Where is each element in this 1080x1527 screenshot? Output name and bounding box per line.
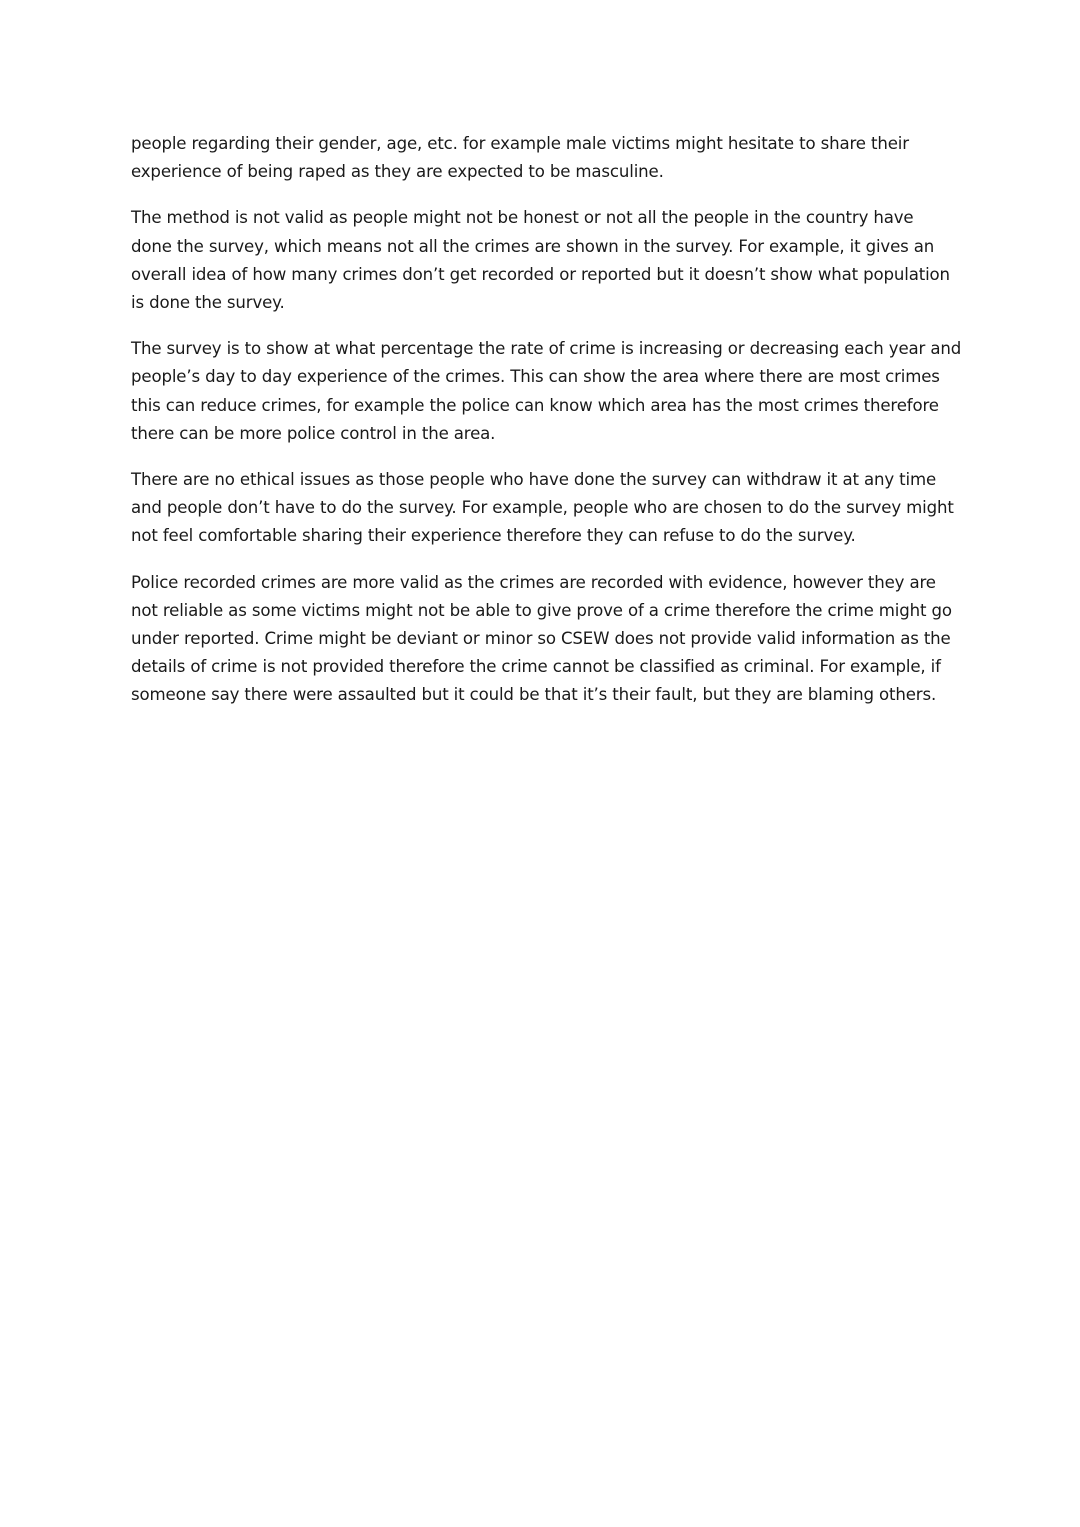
paragraph-gender-age (131, 130, 961, 186)
text-line: Police recorded crimes are more valid as the crimes are recorded with evidence, however they are (131, 572, 936, 592)
text-line: not feel comfortable sharing their experience therefore they can refuse to do the survey. (131, 526, 856, 546)
text-line: done the survey, which means not all the crimes are shown in the survey. For example, it gives an (131, 236, 935, 256)
text-line: is done the survey. (131, 293, 285, 313)
text-line: people regarding their gender, age, etc. for example male victims might hesitate to share their (131, 134, 909, 153)
text-line: details of crime is not provided therefore the crime cannot be classified as criminal. For example, if (131, 657, 941, 677)
text-line: someone say there were assaulted but it could be that it’s their fault, but they are blaming others. (131, 685, 937, 705)
document-body (131, 130, 961, 728)
paragraph-ethics (131, 466, 961, 551)
text-line: The survey is to show at what percentage the rate of crime is increasing or decreasing each year and (131, 339, 962, 359)
text-line: experience of being raped as they are expected to be masculine. (131, 162, 664, 182)
text-line: this can reduce crimes, for example the police can know which area has the most crimes therefore (131, 395, 939, 415)
text-line: people’s day to day experience of the crimes. This can show the area where there are most crimes (131, 367, 940, 387)
text-line: and people don’t have to do the survey. For example, people who are chosen to do the survey might (131, 498, 954, 518)
paragraph-validity (131, 204, 961, 317)
text-line: not reliable as some victims might not be able to give prove of a crime therefore the crime might go (131, 600, 952, 620)
text-line: there can be more police control in the area. (131, 423, 496, 443)
paragraph-police-recorded (131, 569, 961, 710)
paragraph-survey-purpose (131, 335, 961, 448)
text-line: There are no ethical issues as those people who have done the survey can withdraw it at any time (131, 470, 937, 490)
text-line: The method is not valid as people might not be honest or not all the people in the country have (131, 208, 914, 228)
text-line: under reported. Crime might be deviant or minor so CSEW does not provide valid information as the (131, 629, 951, 649)
text-line: overall idea of how many crimes don’t get recorded or reported but it doesn’t show what population (131, 264, 950, 284)
